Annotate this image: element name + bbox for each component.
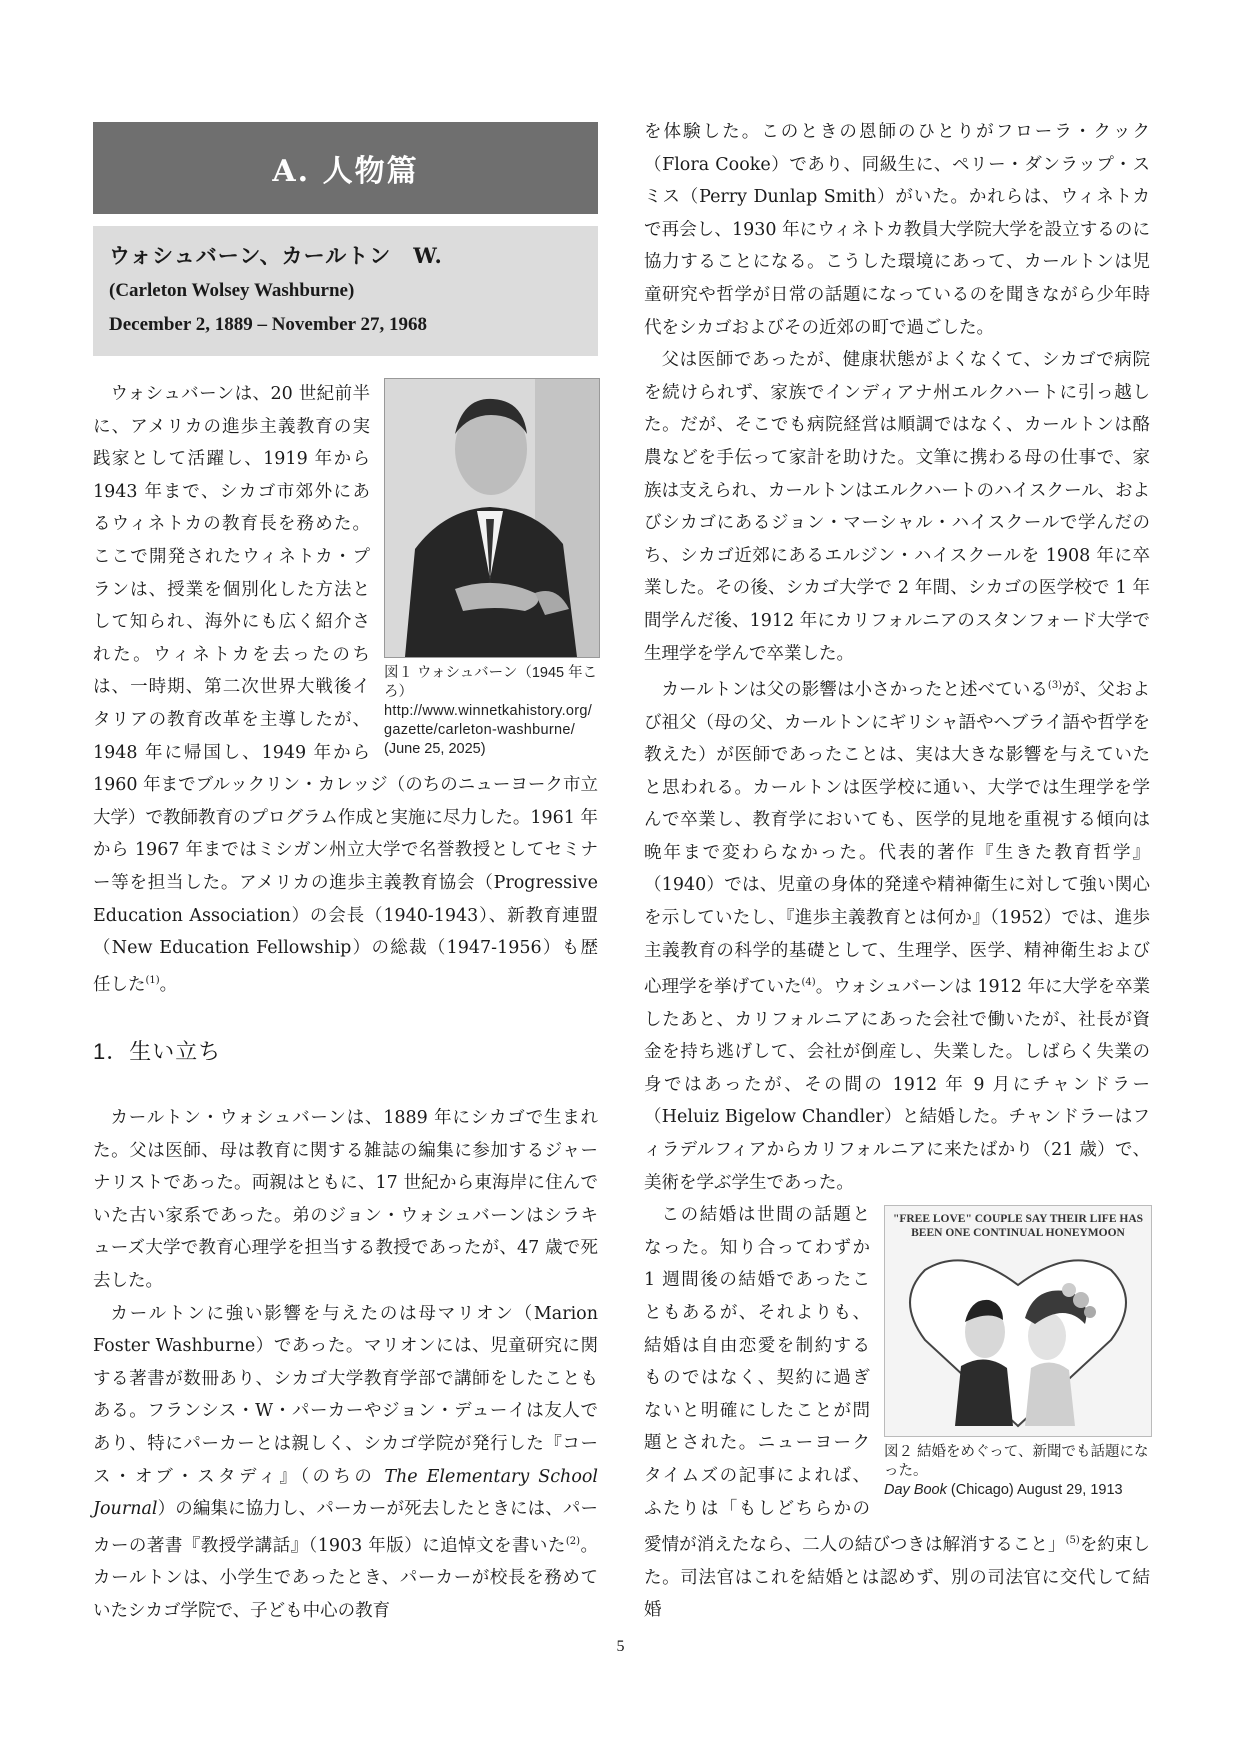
paragraph-4: を体験した。このときの恩師のひとりがフローラ・クック（Flora Cooke）であり、同級生に、ペリー・ダンラップ・スミス（Perry Dunlap Smith）がいた。かれらは、ウィネトカで再会し、1930 年にウィネトカ教員大学院大学を設立するのに協力することになる。こうした環境にあって、カールトンは児童研究や哲学が日常の話題になっているのを聞きながら少年時代をシカゴおよびその近郊の町で過ごした。 — [644, 122, 1150, 338]
figure-2-caption — [884, 1443, 1150, 1500]
figure-2-label: 図２ 結婚をめぐって、新聞でも話題になった。 — [884, 1444, 1149, 1480]
paragraph-3 — [93, 1298, 598, 1628]
paragraph-5: 父は医師であったが、健康状態がよくなくて、シカゴで病院を続けられず、家族でインディアナ州エルクハートに引っ越した。だが、そこでも病院経営は順調ではなく、カールトンは酪農などを手伝って家計を助けた。文筆に携わる母の仕事で、家族は支えられ、カールトンはエルクハートのハイスクール、およびシカゴにあるジョン・マーシャル・ハイスクールで学んだのち、シカゴ近郊にあるエルジン・ハイスクールを 1908 年に卒業した。その後、シカゴ大学で 2 年間、シカゴの医学校で 1 年間学んだ後、1912 年にカリフォルニアのスタンフォード大学で生理学を学んで卒業した。 — [644, 350, 1150, 664]
intro-block — [93, 378, 598, 1001]
figure-1-url[interactable]: http://www.winnetkahistory.org/gazette/carleton-washburne/ — [384, 703, 593, 738]
intro-text: ウォシュバーンは、20 世紀前半に、アメリカの進歩主義教育の実践家として活躍し、1919 年から 1943 年まで、シカゴ市郊外にあるウィネトカの教育長を務めた。ここで開発されたウィネトカ・プランは、授業を個別化した方法として知られ、海外にも広く紹介された。ウィネトカを去ったのちは、一時期、第二次世界大戦後イタリアの教育改革を主導したが、1948 年に帰国し、1949 年から 1960 年までブルックリン・カレッジ（のちのニューヨーク市立大学）で教師教育のプログラム作成と実施に尽力した。1961 年から 1967 年まではミシガン州立大学で名誉教授としてセミナー等を担当した。アメリカの進歩主義教育協会（Progressive Education Association）の会長（1940-1943）、新教育連盟（New Education Fellowship）の総裁（1947-1956）も歴任した — [93, 384, 598, 995]
footnote-ref-5[interactable]: (5) — [1065, 1535, 1080, 1547]
figure-2-source-rest: (Chicago) August 29, 1913 — [950, 1482, 1123, 1499]
person-header — [93, 226, 598, 356]
footnote-ref-4[interactable]: (4) — [801, 977, 816, 989]
footnote-ref-1[interactable]: (1) — [145, 974, 160, 986]
paragraph-7-text-a: この結婚は世間の話題となった。知り合ってわずか 1 週間後の結婚であったこともあるが、それよりも、結婚は自由恋愛を制約するものではなく、契約に過ぎないと明確にしたことが問題とされた。ニューヨークタイムズの記事によれば、ふたりは「もしどちらかの愛情が消えたなら、二人の結びつきは解消すること」 — [644, 1205, 1066, 1556]
right-column — [644, 116, 1150, 1627]
paragraph-6-text-a: カールトンは父の影響は小さかったと述べている — [661, 679, 1048, 700]
journal-title: The Elementary School Journal — [93, 1466, 598, 1520]
intro-text-end: 。 — [159, 974, 178, 995]
paragraph-6 — [644, 670, 1150, 1199]
person-name-ja: ウォシュバーン、カールトン W. — [109, 243, 443, 268]
footnote-ref-3[interactable]: (3) — [1047, 680, 1063, 692]
figure-1-caption — [384, 664, 598, 759]
paragraph-6-text-c: 。ウォシュバーンは 1912 年に大学を卒業したあと、カリフォルニアにあった会社で働いたが、社長が資金を持ち逃げして、会社が倒産し、失業した。しばらく失業の身ではあったが、その間の 1912 年 9 月にチャンドラー（Heluiz Bigelow Chandler）と結婚した。チャンドラーはフィラデルフィアからカリフォルニアに来たばかり（21 歳）で、美術を学ぶ学生であった。 — [644, 977, 1151, 1193]
couple-illustration — [885, 1240, 1151, 1436]
paragraph-6-text-b: が、父および祖父（母の父、カールトンにギリシャ語やヘブライ語や哲学を教えた）が医師であったことは、実は大きな影響を与えていたと思われる。カールトンは医学校に通い、大学では生理学を学んで卒業し、教育学においても、医学的見地を重視する傾向は晩年まで変わらなかった。代表的著作『生きた教育哲学』（1940）では、児童の身体的発達や精神衛生に対して強い関心を示していたし、『進歩主義教育とは何か』（1952）では、進歩主義教育の科学的基礎として、生理学、医学、精神衛生および心理学を挙げていた — [644, 679, 1150, 998]
paragraph-3-text-c: 。カールトンは、小学生であったとき、パーカーが校長を務めていたシカゴ学院で、子ども中心の教育 — [93, 1535, 598, 1621]
section-title: A. 人物篇 — [272, 154, 419, 189]
portrait-illustration — [385, 379, 599, 657]
clipping-headline: "FREE LOVE" COUPLE SAY THEIR LIFE HAS BEEN ONE CONTINUAL HONEYMOON — [892, 1213, 1144, 1240]
paragraph-7-text-b: を約束した。司法官はこれを結婚とは認めず、別の司法官に交代して結婚 — [644, 1535, 1151, 1621]
figure-1 — [384, 378, 598, 759]
page-number: 5 — [616, 1638, 625, 1655]
footnote-ref-2[interactable]: (2) — [565, 1535, 581, 1547]
section-banner — [93, 122, 598, 214]
section-heading-1: 1．生い立ち — [93, 1039, 222, 1065]
portrait-photo — [384, 378, 600, 658]
figure-1-accessed: (June 25, 2025) — [384, 741, 486, 757]
paragraph-2: カールトン・ウォシュバーンは、1889 年にシカゴで生まれた。父は医師、母は教育に関する雑誌の編集に参加するジャーナリストであった。両親はともに、17 世紀から東海岸に住んでいた古い家系であった。弟のジョン・ウォシュバーンはシラキューズ大学で教育心理学を担当する教授であったが、47 歳で死去した。 — [93, 1108, 598, 1292]
figure-2 — [884, 1205, 1150, 1500]
newspaper-clipping — [884, 1205, 1152, 1437]
left-column — [93, 122, 598, 1627]
paragraph-3-text-b: ）の編集に協力し、パーカーが死去したときには、パーカーの著書『教授学講話』（1903 年版）に追悼文を書いた — [93, 1499, 598, 1556]
figure-2-source — [884, 1481, 1150, 1500]
person-name-en: (Carleton Wolsey Washburne) — [109, 280, 355, 301]
paragraph-3-text-a: カールトンに強い影響を与えたのは母マリオン（Marion Foster Washburne）であった。マリオンには、児童研究に関する著書が数冊あり、シカゴ大学教育学部で講師をしたこともある。フランシス・W・パーカーやジョン・デューイは友人であり、特にパーカーとは親しく、シカゴ学院が発行した『コース・オブ・スタディ』（のちの — [93, 1303, 598, 1487]
figure-2-source-title: Day Book — [884, 1482, 947, 1499]
person-dates: December 2, 1889 – November 27, 1968 — [109, 314, 428, 335]
figure-1-label: 図１ ウォシュバーン（1945 年ころ） — [384, 665, 598, 700]
